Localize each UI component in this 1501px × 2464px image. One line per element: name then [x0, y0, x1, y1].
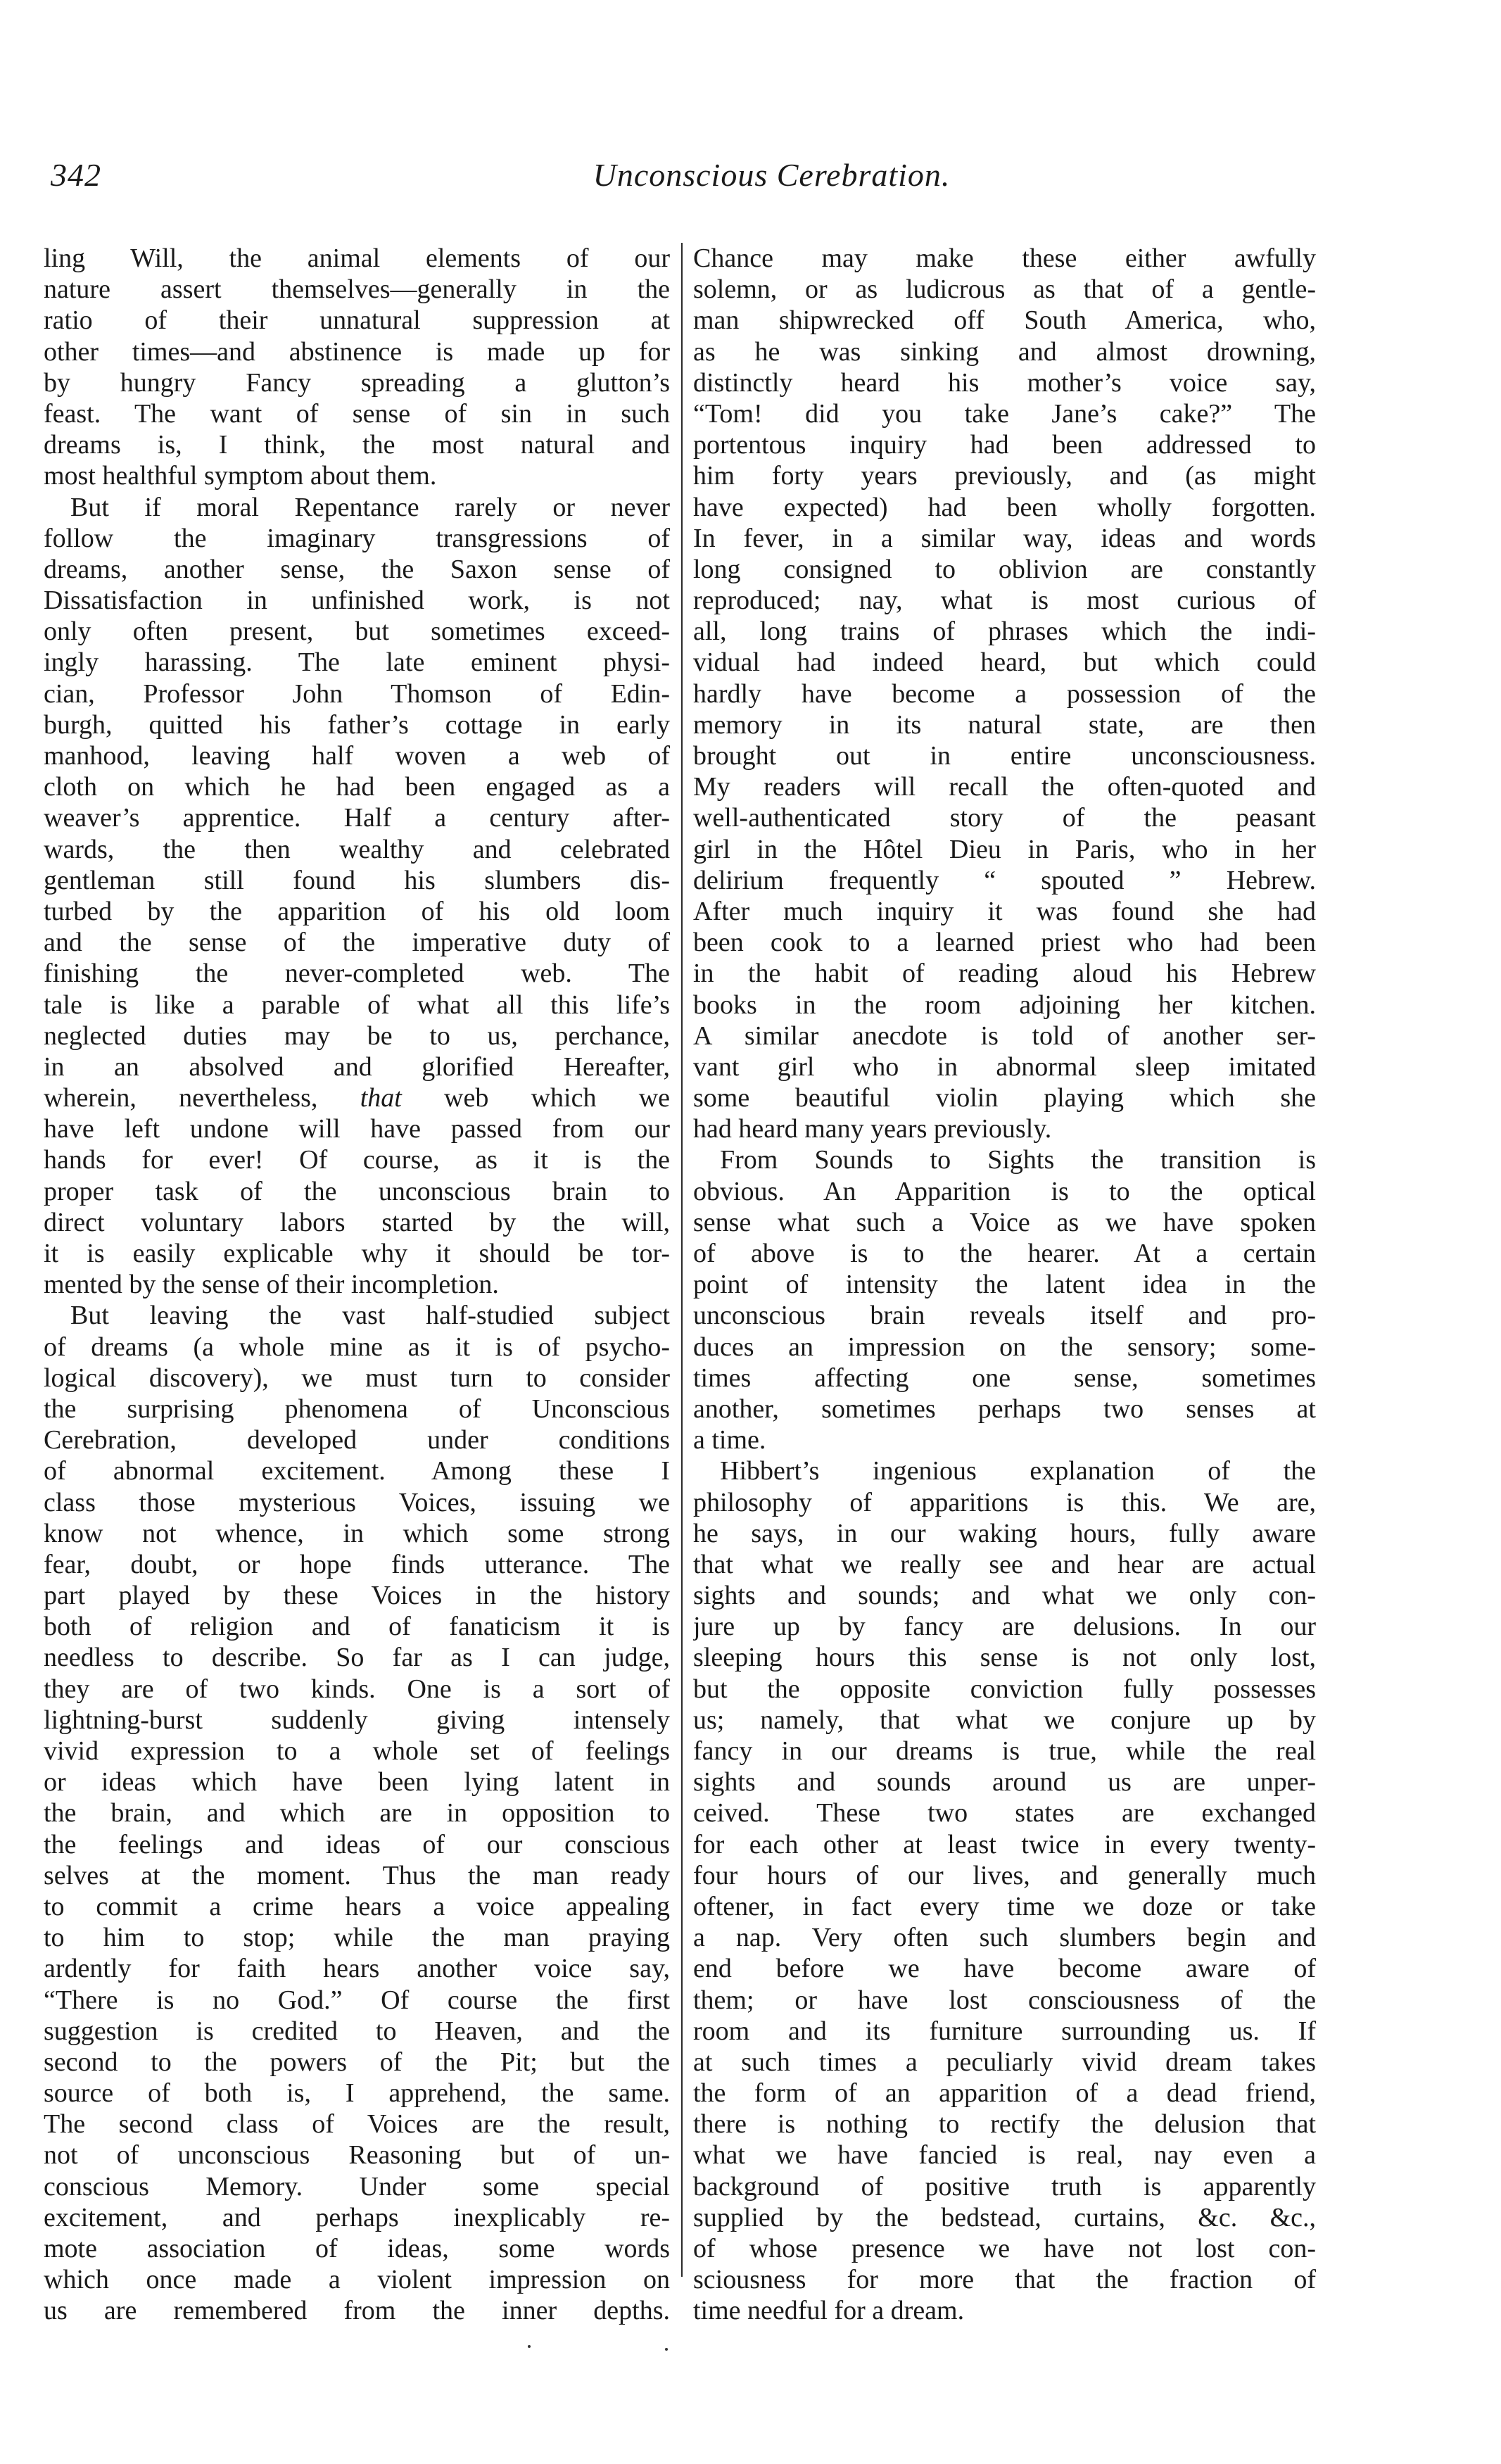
text-line: him forty years previously, and (as might [693, 461, 1316, 491]
text-line: obvious. An Apparition is to the optical [693, 1176, 1316, 1206]
text-line: part played by these Voices in the history [44, 1581, 670, 1611]
text-line: the brain, and which are in opposition to [44, 1798, 670, 1828]
text-line: in an absolved and glorified Hereafter, [44, 1051, 670, 1082]
text-line: nature assert themselves—generally in the [44, 274, 670, 305]
text-line: sense what such a Voice as we have spoken [693, 1207, 1316, 1237]
text-line: man shipwrecked off South America, who, [693, 305, 1316, 336]
column-divider [681, 243, 683, 2277]
text-line: had heard many years previously. [693, 1114, 1052, 1144]
text-line: fear, doubt, or hope finds utterance. The [44, 1549, 670, 1579]
text-line: dreams is, I think, the most natural and [44, 430, 670, 460]
text-line: to commit a crime hears a voice appealing [44, 1891, 670, 1921]
text-line: in the habit of reading aloud his Hebrew [693, 959, 1316, 989]
text-line: he says, in our waking hours, fully aware [693, 1518, 1316, 1548]
text-line: fancy in our dreams is true, while the real [693, 1736, 1316, 1766]
text-line: all, long trains of phrases which the indi- [693, 617, 1316, 647]
text-line: distinctly heard his mother’s voice say, [693, 367, 1316, 398]
text-line: logical discovery), we must turn to consider [44, 1363, 670, 1393]
text-line: well-authenticated story of the peasant [693, 803, 1316, 833]
text-line: mented by the sense of their incompletion. [44, 1270, 499, 1300]
text-line: have left undone will have passed from our [44, 1114, 670, 1144]
text-line: follow the imaginary transgressions of [44, 523, 670, 553]
text-line: sciousness for more that the fraction of [693, 2265, 1316, 2295]
text-line: a time. [693, 1425, 766, 1455]
text-line: only often present, but sometimes exceed- [44, 617, 670, 647]
running-title: Unconscious Cerebration. [593, 157, 951, 193]
text-line: the form of an apparition of a dead friend, [693, 2078, 1316, 2109]
text-line: end before we have become aware of [693, 1954, 1316, 1984]
text-line: room and its furniture surrounding us. If [693, 2016, 1316, 2046]
text-line: not of unconscious Reasoning but of un- [44, 2140, 670, 2171]
text-line: But leaving the vast half-studied subject [70, 1301, 670, 1331]
text-line: the feelings and ideas of our conscious [44, 1829, 670, 1859]
text-line: finishing the never-completed web. The [44, 959, 670, 989]
text-line: us; namely, that what we conjure up by [693, 1705, 1316, 1735]
italic-emphasis: that [360, 1083, 402, 1113]
text-line: know not whence, in which some strong [44, 1518, 670, 1548]
text-line: lightning-burst suddenly giving intensely [44, 1705, 670, 1735]
text-line: hands for ever! Of course, as it is the [44, 1145, 670, 1175]
text-line: But if moral Repentance rarely or never [70, 492, 670, 522]
text-line [44, 1082, 670, 1113]
text-line: to him to stop; while the man praying [44, 1923, 670, 1953]
text-line: From Sounds to Sights the transition is [720, 1145, 1316, 1175]
text-line: there is nothing to rectify the delusion that [693, 2109, 1316, 2140]
text-line: duces an impression on the sensory; some- [693, 1332, 1316, 1362]
text-line: class those mysterious Voices, issuing we [44, 1487, 670, 1517]
text-line: vivid expression to a whole set of feelings [44, 1736, 670, 1766]
text-line: brought out in entire unconsciousness. [693, 741, 1316, 771]
text-line: proper task of the unconscious brain to [44, 1176, 670, 1206]
text-line: “There is no God.” Of course the first [44, 1985, 670, 2015]
text-line: feast. The want of sense of sin in such [44, 398, 670, 429]
text-line: a nap. Very often such slumbers begin and [693, 1923, 1316, 1953]
text-line: turbed by the apparition of his old loom [44, 896, 670, 926]
text-line: of whose presence we have not lost con- [693, 2234, 1316, 2263]
text-line: second to the powers of the Pit; but the [44, 2047, 670, 2077]
text-line: girl in the Hôtel Dieu in Paris, who in her [693, 834, 1316, 864]
text-line: hardly have become a possession of the [693, 678, 1316, 709]
text-line: have expected) had been wholly forgotten. [693, 492, 1316, 522]
text-line: Chance may make these either awfully [693, 244, 1316, 273]
text-line: The second class of Voices are the result, [44, 2109, 670, 2140]
text-line: some beautiful violin playing which she [693, 1083, 1316, 1113]
text-line: weaver’s apprentice. Half a century after- [44, 803, 670, 833]
text-line: My readers will recall the often-quoted and [693, 772, 1316, 802]
text-line: ling Will, the animal elements of our [44, 244, 670, 273]
text-line: and the sense of the imperative duty of [44, 928, 670, 958]
text-line: them; or have lost consciousness of the [693, 1985, 1316, 2015]
text-line: us are remembered from the inner depths. [44, 2296, 670, 2326]
text-line: needless to describe. So far as I can judge, [44, 1643, 670, 1673]
text-line: manhood, leaving half woven a web of [44, 741, 670, 771]
text-line: burgh, quitted his father’s cottage in early [44, 709, 670, 740]
text-line: as he was sinking and almost drowning, [693, 336, 1316, 367]
text-line: In fever, in a similar way, ideas and words [693, 523, 1316, 553]
right-column [693, 243, 1316, 2347]
text-line: selves at the moment. Thus the man ready [44, 1860, 670, 1890]
text-line: reproduced; nay, what is most curious of [693, 586, 1316, 616]
text-line: the surprising phenomena of Unconscious [44, 1394, 670, 1424]
text-line: conscious Memory. Under some special [44, 2171, 670, 2201]
text-line: source of both is, I apprehend, the same. [44, 2078, 670, 2109]
text-line: of abnormal excitement. Among these I [44, 1456, 670, 1486]
text-line: both of religion and of fanaticism it is [44, 1612, 670, 1642]
text-segment: web which we [401, 1083, 670, 1113]
text-line: ingly harassing. The late eminent physi- [44, 647, 670, 678]
text-line: Dissatisfaction in unfinished work, is not [44, 586, 670, 616]
text-line: time needful for a dream. [693, 2296, 965, 2326]
text-line: direct voluntary labors started by the will, [44, 1207, 670, 1237]
text-line: of above is to the hearer. At a certain [693, 1239, 1316, 1268]
text-line: supplied by the bedstead, curtains, &c. &c., [693, 2202, 1316, 2232]
text-line: vidual had indeed heard, but which could [693, 647, 1316, 678]
text-line: which once made a violent impression on [44, 2265, 670, 2295]
text-line: they are of two kinds. One is a sort of [44, 1674, 670, 1704]
print-specks [528, 2344, 669, 2358]
text-line: at such times a peculiarly vivid dream takes [693, 2047, 1316, 2077]
page-number: 342 [51, 157, 101, 193]
text-line: ratio of their unnatural suppression at [44, 305, 670, 336]
text-line: jure up by fancy are delusions. In our [693, 1612, 1316, 1642]
text-line: books in the room adjoining her kitchen. [693, 990, 1316, 1020]
text-line: other times—and abstinence is made up for [44, 336, 670, 367]
text-line: excitement, and perhaps inexplicably re- [44, 2202, 670, 2232]
text-line: another, sometimes perhaps two senses at [693, 1394, 1316, 1424]
text-line: mote association of ideas, some words [44, 2234, 670, 2263]
text-line: portentous inquiry had been addressed to [693, 430, 1316, 460]
text-line: solemn, or as ludicrous as that of a gentle- [693, 274, 1316, 305]
text-line: dreams, another sense, the Saxon sense of [44, 554, 670, 584]
text-line: but the opposite conviction fully possesses [693, 1674, 1316, 1704]
text-line: it is easily explicable why it should be tor- [44, 1239, 670, 1268]
text-line: neglected duties may be to us, perchance, [44, 1021, 670, 1051]
text-line: point of intensity the latent idea in the [693, 1270, 1316, 1300]
text-line: oftener, in fact every time we doze or take [693, 1891, 1316, 1921]
text-line: suggestion is credited to Heaven, and the [44, 2016, 670, 2046]
text-line: delirium frequently “ spouted ” Hebrew. [693, 865, 1316, 895]
text-line: by hungry Fancy spreading a glutton’s [44, 367, 670, 398]
text-line: that what we really see and hear are actual [693, 1549, 1316, 1579]
text-line: most healthful symptom about them. [44, 461, 437, 491]
text-segment: wherein, nevertheless, [44, 1083, 360, 1113]
text-line: sights and sounds around us are unper- [693, 1767, 1316, 1798]
text-line: for each other at least twice in every twenty- [693, 1829, 1316, 1859]
text-line: ardently for faith hears another voice say, [44, 1954, 670, 1984]
text-line: vant girl who in abnormal sleep imitated [693, 1051, 1316, 1082]
text-line: Cerebration, developed under conditions [44, 1425, 670, 1455]
text-line: “Tom! did you take Jane’s cake?” The [693, 398, 1316, 429]
text-line: memory in its natural state, are then [693, 709, 1316, 740]
text-line: times affecting one sense, sometimes [693, 1363, 1316, 1393]
text-line: A similar anecdote is told of another ser- [693, 1021, 1316, 1051]
text-line: gentleman still found his slumbers dis- [44, 865, 670, 895]
text-line: philosophy of apparitions is this. We are, [693, 1487, 1316, 1517]
text-line: cian, Professor John Thomson of Edin- [44, 678, 670, 709]
left-column [44, 243, 670, 2347]
text-line: sights and sounds; and what we only con- [693, 1581, 1316, 1611]
text-line: Hibbert’s ingenious explanation of the [720, 1456, 1316, 1486]
text-line: wards, the then wealthy and celebrated [44, 834, 670, 864]
text-line: what we have fancied is real, nay even a [693, 2140, 1316, 2171]
text-line: unconscious brain reveals itself and pro- [693, 1301, 1316, 1331]
text-line: of dreams (a whole mine as it is of psycho- [44, 1332, 670, 1362]
text-line: After much inquiry it was found she had [693, 896, 1316, 926]
text-line: been cook to a learned priest who had been [693, 928, 1316, 958]
text-line: four hours of our lives, and generally much [693, 1860, 1316, 1890]
text-line: tale is like a parable of what all this life’s [44, 990, 670, 1020]
text-line: background of positive truth is apparently [693, 2171, 1316, 2201]
text-line: ceived. These two states are exchanged [693, 1798, 1316, 1828]
text-line: cloth on which he had been engaged as a [44, 772, 670, 802]
text-line: sleeping hours this sense is not only lost, [693, 1643, 1316, 1673]
text-line: long consigned to oblivion are constantly [693, 554, 1316, 584]
text-line: or ideas which have been lying latent in [44, 1767, 670, 1798]
